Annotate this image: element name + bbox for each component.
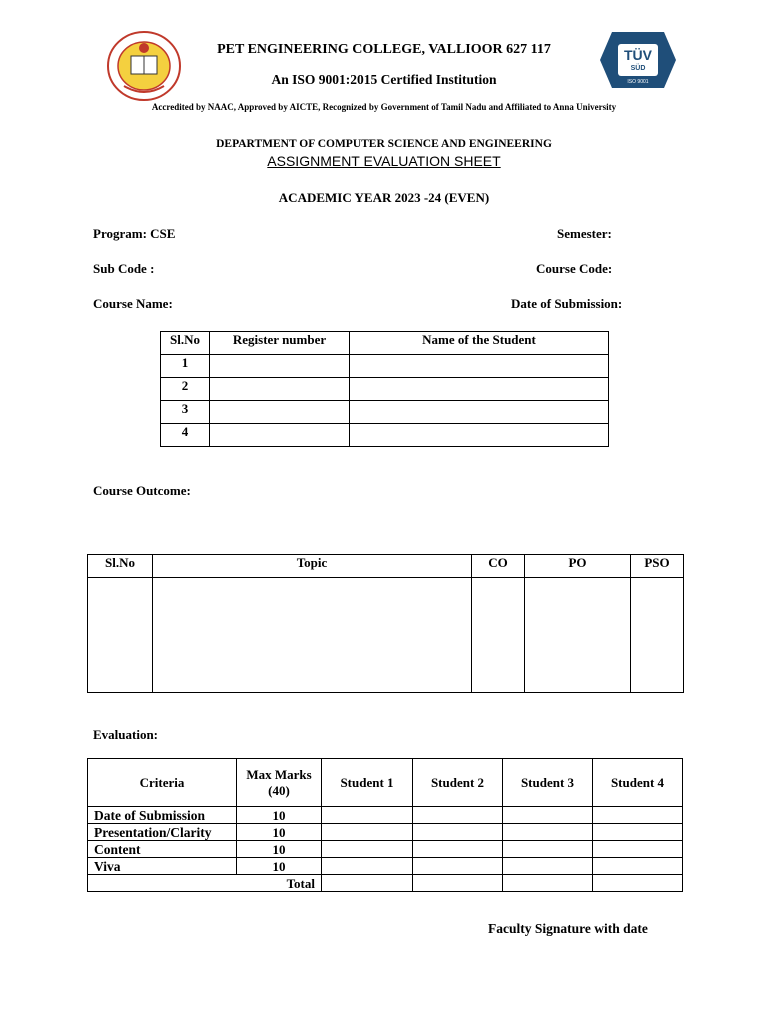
table-row xyxy=(161,378,609,401)
academic-year: ACADEMIC YEAR 2023 -24 (EVEN) xyxy=(278,190,490,205)
student-3-total[interactable] xyxy=(503,875,593,892)
sud-text: SÜD xyxy=(630,65,646,72)
evaluation-label: Evaluation: xyxy=(93,727,159,742)
student-name-cell[interactable] xyxy=(350,355,609,378)
department-name: DEPARTMENT OF COMPUTER SCIENCE AND ENGINEERING xyxy=(216,138,552,150)
course-outcome-label: Course Outcome: xyxy=(93,483,191,498)
po-cell[interactable] xyxy=(525,578,631,693)
program-field: Program: CSE xyxy=(93,226,176,241)
col-header-slno: Sl.No xyxy=(161,332,210,355)
total-label: Total xyxy=(88,875,322,892)
table-row xyxy=(88,578,684,693)
col-header-pso: PSO xyxy=(631,555,684,578)
student-1-total[interactable] xyxy=(322,875,413,892)
faculty-signature-label: Faculty Signature with date xyxy=(488,921,648,936)
student-4-total[interactable] xyxy=(593,875,683,892)
criteria-cell: Viva xyxy=(88,858,237,875)
course-code-field: Course Code: xyxy=(536,261,613,276)
iso-certification-line: An ISO 9001:2015 Certified Institution xyxy=(271,72,497,87)
col-header-student-1: Student 1 xyxy=(322,759,413,807)
row-slno: 3 xyxy=(161,401,210,424)
row-slno: 4 xyxy=(161,424,210,447)
table-row xyxy=(161,424,609,447)
register-number-cell[interactable] xyxy=(210,424,350,447)
student-name-cell[interactable] xyxy=(350,424,609,447)
table-row xyxy=(88,807,683,824)
student-4-score[interactable] xyxy=(593,824,683,841)
col-header-student-name: Name of the Student xyxy=(350,332,609,355)
col-header-student-4: Student 4 xyxy=(593,759,683,807)
student-1-score[interactable] xyxy=(322,858,413,875)
col-header-po: PO xyxy=(525,555,631,578)
max-marks-cell: 10 xyxy=(237,807,322,824)
tuv-text: TÜV xyxy=(624,47,652,63)
student-3-score[interactable] xyxy=(503,807,593,824)
row-slno: 2 xyxy=(161,378,210,401)
student-3-score[interactable] xyxy=(503,841,593,858)
course-name-field: Course Name: xyxy=(93,296,173,311)
student-1-score[interactable] xyxy=(322,841,413,858)
col-header-criteria: Criteria xyxy=(88,759,237,807)
co-cell[interactable] xyxy=(472,578,525,693)
criteria-cell: Presentation/Clarity xyxy=(88,824,237,841)
col-header-max-marks: Max Marks (40) xyxy=(237,759,322,807)
criteria-cell: Date of Submission xyxy=(88,807,237,824)
table-header-row xyxy=(88,759,683,807)
topic-table xyxy=(87,554,684,693)
student-1-score[interactable] xyxy=(322,824,413,841)
criteria-cell: Content xyxy=(88,841,237,858)
row-slno: 1 xyxy=(161,355,210,378)
semester-field: Semester: xyxy=(557,226,612,241)
college-logo xyxy=(104,26,184,106)
pso-cell[interactable] xyxy=(631,578,684,693)
student-name-cell[interactable] xyxy=(350,378,609,401)
table-row xyxy=(88,858,683,875)
table-row xyxy=(88,824,683,841)
student-4-score[interactable] xyxy=(593,807,683,824)
register-number-cell[interactable] xyxy=(210,378,350,401)
sub-code-field: Sub Code : xyxy=(93,261,155,276)
register-number-cell[interactable] xyxy=(210,355,350,378)
table-header-row xyxy=(88,555,684,578)
col-header-topic: Topic xyxy=(153,555,472,578)
slno-cell[interactable] xyxy=(88,578,153,693)
student-3-score[interactable] xyxy=(503,824,593,841)
sheet-title: ASSIGNMENT EVALUATION SHEET xyxy=(267,153,501,169)
college-name: PET ENGINEERING COLLEGE, VALLIOOR 627 117 xyxy=(217,42,551,57)
table-header-row xyxy=(161,332,609,355)
table-row xyxy=(88,841,683,858)
student-3-score[interactable] xyxy=(503,858,593,875)
topic-cell[interactable] xyxy=(153,578,472,693)
max-marks-cell: 10 xyxy=(237,858,322,875)
evaluation-table xyxy=(87,758,683,892)
student-2-score[interactable] xyxy=(413,824,503,841)
max-marks-cell: 10 xyxy=(237,841,322,858)
col-header-co: CO xyxy=(472,555,525,578)
student-name-cell[interactable] xyxy=(350,401,609,424)
student-4-score[interactable] xyxy=(593,841,683,858)
max-marks-cell: 10 xyxy=(237,824,322,841)
student-4-score[interactable] xyxy=(593,858,683,875)
student-2-score[interactable] xyxy=(413,841,503,858)
student-1-score[interactable] xyxy=(322,807,413,824)
register-number-cell[interactable] xyxy=(210,401,350,424)
student-table xyxy=(160,331,609,447)
col-header-register-number: Register number xyxy=(210,332,350,355)
student-2-score[interactable] xyxy=(413,807,503,824)
student-2-total[interactable] xyxy=(413,875,503,892)
table-row xyxy=(161,355,609,378)
col-header-student-2: Student 2 xyxy=(413,759,503,807)
date-of-submission-field: Date of Submission: xyxy=(511,296,623,311)
table-row xyxy=(161,401,609,424)
total-row xyxy=(88,875,683,892)
student-2-score[interactable] xyxy=(413,858,503,875)
col-header-slno: Sl.No xyxy=(88,555,153,578)
col-header-student-3: Student 3 xyxy=(503,759,593,807)
iso-text: ISO 9001 xyxy=(627,79,649,85)
accreditation-line: Accredited by NAAC, Approved by AICTE, Recognized by Government of Tamil Nadu and Affiliated to Anna University xyxy=(151,102,617,112)
